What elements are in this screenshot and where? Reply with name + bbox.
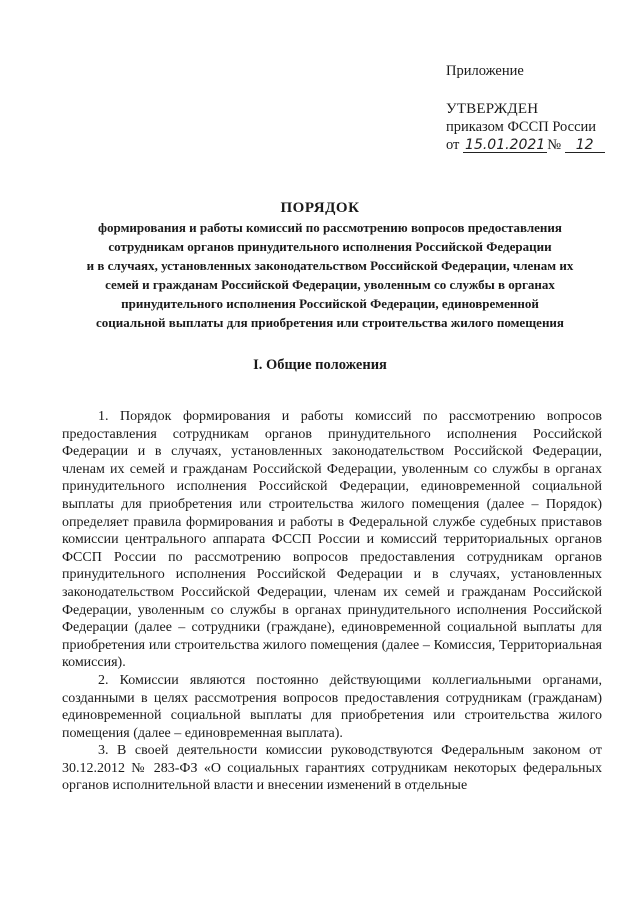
paragraph-2: 2. Комиссии являются постоянно действующими коллегиальными органами, созданными в целях рассмотрения вопросов предоставления сотрудникам (гражданам) единовременной социальной выплаты для приобретения или строительства жилого помещения (далее – единовременная выплата). xyxy=(62,672,602,741)
document-title: ПОРЯДОК xyxy=(280,200,360,216)
subtitle-line: и в случаях, установленных законодательством Российской Федерации, членам их xyxy=(86,258,574,273)
number-label: № xyxy=(547,137,562,153)
paragraph-1: 1. Порядок формирования и работы комиссий по рассмотрению вопросов предоставления сотрудникам органов принудительного исполнения Российской Федерации и в случаях, установленных законодательством Российской Федерации, членам их семей и гражданам Российской Федерации, уволенным со службы в органах принудительного исполнения Российской Федерации, единовременной социальной выплаты для приобретения или строительства жилого помещения (далее – Порядок) определяет правила формирования и работы в Федеральной службе судебных приставов комиссии центрального аппарата ФССП России и комиссий территориальных органов ФССП России по рассмотрению вопросов предоставления сотрудникам органов принудительного исполнения Российской Федерации и в случаях, установленных законодательством Российской Федерации, членам их семей и гражданам Российской Федерации, уволенным со службы в органах принудительного исполнения Российской Федерации (далее – сотрудники (граждане), единовременной социальной выплаты для приобретения или строительства жилого помещения (далее – Комиссия, Территориальная комиссия). xyxy=(62,409,602,671)
order-date-line xyxy=(446,136,626,154)
subtitle-line: формирования и работы комиссий по рассмотрению вопросов предоставления xyxy=(98,220,562,235)
subtitle-line: сотрудникам органов принудительного исполнения Российской Федерации xyxy=(108,239,552,254)
subtitle-line: социальной выплаты для приобретения или строительства жилого помещения xyxy=(96,315,564,330)
order-reference: приказом ФССП России xyxy=(446,119,597,135)
appendix-label: Приложение xyxy=(446,63,524,79)
paragraph-3: 3. В своей деятельности комиссии руководствуются Федеральным законом от 30.12.2012 № 283-ФЗ «О социальных гарантиях сотрудникам некоторых федеральных органов исполнительной власти и внесении изменений в отдельные xyxy=(62,743,602,794)
subtitle-line: семей и гражданам Российской Федерации, уволенным со службы в органах xyxy=(105,277,555,292)
handwritten-date: 15.01.2021 xyxy=(465,137,546,153)
handwritten-number: 12 xyxy=(565,138,605,153)
approval-block xyxy=(446,62,626,154)
subtitle-line: принудительного исполнения Российской Федерации, единовременной xyxy=(121,296,539,311)
date-prefix: от xyxy=(446,137,460,153)
document-body xyxy=(62,408,602,795)
approved-label: УТВЕРЖДЕН xyxy=(446,101,539,117)
document-subtitle xyxy=(60,218,600,332)
section-heading: I. Общие положения xyxy=(253,357,387,373)
